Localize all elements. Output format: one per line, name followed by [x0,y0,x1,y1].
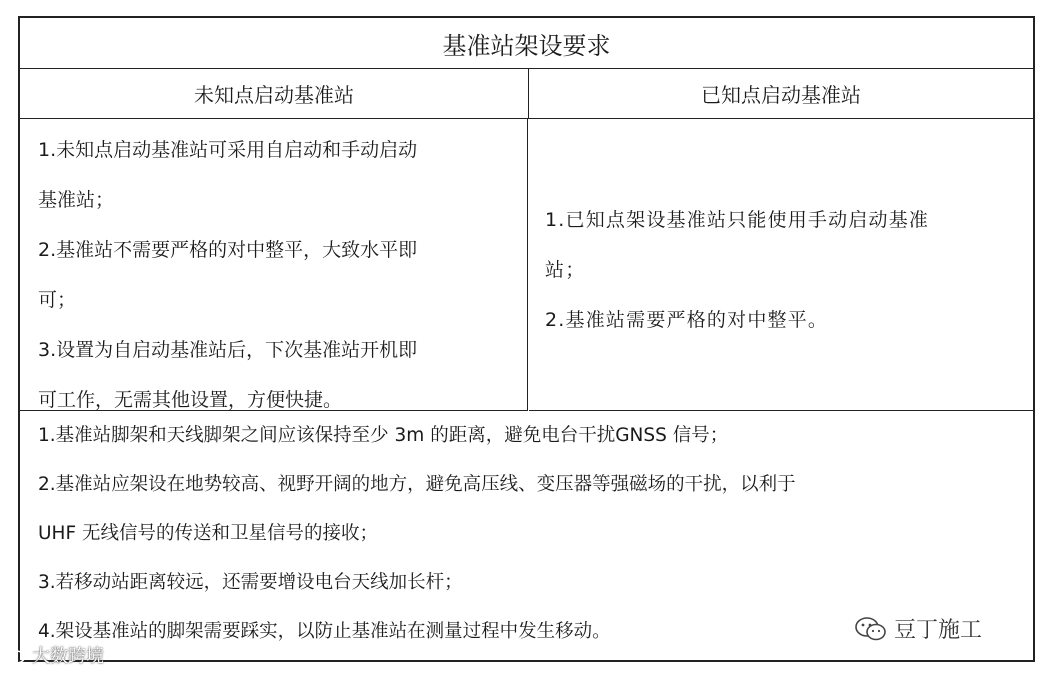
text-line: 1.已知点架设基准站只能使用手动启动基准 [545,209,930,231]
requirements-table [18,16,1035,662]
text-line: 基准站； [38,189,115,211]
text-line: 4.架设基准站的脚架需要踩实，以防止基准站在测量过程中发生移动。 [38,621,611,642]
text-line: 1.未知点启动基准站可采用自启动和手动启动 [38,139,418,161]
text-line: 可工作，无需其他设置，方便快捷。 [38,389,343,411]
cell-unknown-point [20,119,528,411]
text-line: 2.基准站需要严格的对中整平。 [545,309,829,331]
text-line: 3.设置为自启动基准站后，下次基准站开机即 [38,339,418,361]
watermark-doudin [850,611,986,646]
text-line: 可； [38,289,77,311]
watermark-dashu [6,642,104,668]
text-line: 2.基准站应架设在地势较高、视野开阔的地方，避免高压线、变压器等强磁场的干扰，以利于 [38,474,796,495]
header-known-point: 已知点启动基准站 [529,68,1033,119]
weibo-icon [6,645,28,665]
wechat-icon [854,616,888,642]
watermark-left-text: 大数跨境 [32,646,104,667]
text-line: 1.基准站脚架和天线脚架之间应该保持至少 3m 的距离，避免电台干扰GNSS 信号； [38,425,729,446]
header-unknown-point: 未知点启动基准站 [20,68,529,119]
watermark-right-text: 豆丁施工 [894,618,983,643]
text-line: 2.基准站不需要严格的对中整平，大致水平即 [38,239,418,261]
text-line: 站； [545,259,586,281]
cell-known-point [529,119,1033,411]
text-line: UHF 无线信号的传送和卫星信号的接收； [38,523,378,544]
text-line: 3.若移动站距离较远，还需要增设电台天线加长杆； [38,572,463,593]
table-title: 基准站架设要求 [20,18,1033,69]
